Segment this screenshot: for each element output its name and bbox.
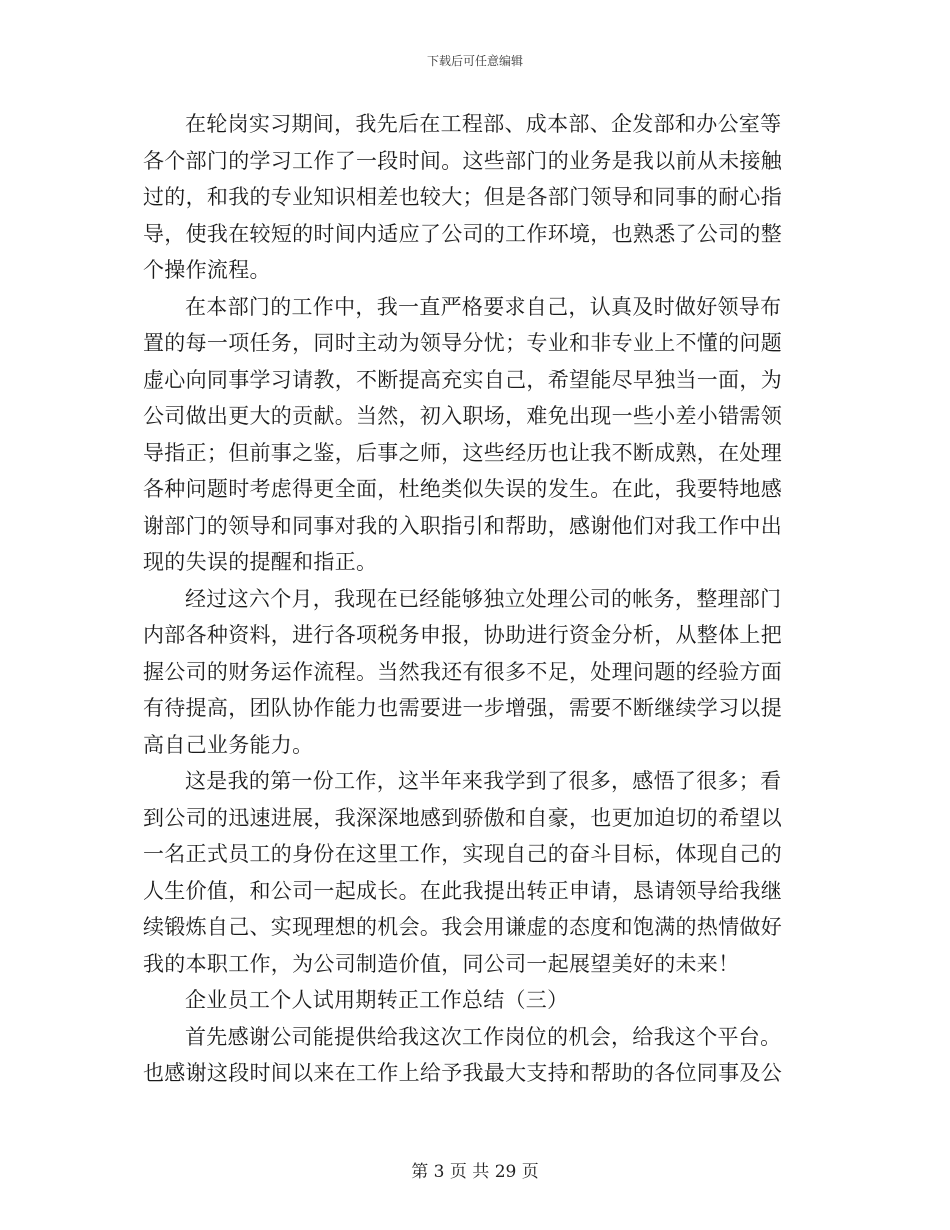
- paragraph-line: 谢部门的领导和同事对我的入职指引和帮助，感谢他们对我工作中出: [143, 513, 782, 538]
- paragraph-line: 公司做出更大的贡献。当然，初入职场，难免出现一些小差小错需领: [143, 404, 782, 428]
- paragraph-line: 各种问题时考虑得更全面，杜绝类似失误的发生。在此，我要特地感: [143, 477, 782, 501]
- page-number: 第 3 页 共 29 页: [411, 1162, 539, 1182]
- paragraph-line: 到公司的迅速进展，我深深地感到骄傲和自豪，也更加迫切的希望以: [143, 805, 782, 830]
- paragraph-line: 首先感谢公司能提供给我这次工作岗位的机会，给我这个平台。: [185, 1024, 782, 1049]
- paragraph-line: 经过这六个月，我现在已经能够独立处理公司的帐务，整理部门: [185, 586, 782, 611]
- paragraph-line: 虚心向同事学习请教，不断提高充实自己，希望能尽早独当一面，为: [143, 367, 782, 392]
- paragraph-line: 续锻炼自己、实现理想的机会。我会用谦虚的态度和饱满的热情做好: [143, 915, 782, 939]
- paragraph-line: 我的本职工作，为公司制造价值，同公司一起展望美好的未来！: [143, 951, 740, 976]
- paragraph-line: 也感谢这段时间以来在工作上给予我最大支持和帮助的各位同事及公: [143, 1061, 782, 1085]
- document-body: [143, 106, 810, 1092]
- section-heading: 企业员工个人试用期转正工作总结（三）: [185, 988, 569, 1012]
- paragraph-line: 高自己业务能力。: [143, 732, 314, 757]
- paragraph-line: 握公司的财务运作流程。当然我还有很多不足，处理问题的经验方面: [143, 659, 782, 684]
- paragraph-line: 人生价值，和公司一起成长。在此我提出转正申请，恳请领导给我继: [143, 878, 782, 903]
- paragraph-line: 各个部门的学习工作了一段时间。这些部门的业务是我以前从未接触: [143, 148, 782, 173]
- paragraph-line: 导，使我在较短的时间内适应了公司的工作环境，也熟悉了公司的整: [143, 221, 782, 246]
- paragraph-line: 在轮岗实习期间，我先后在工程部、成本部、企发部和办公室等: [185, 112, 782, 136]
- paragraph-line: 置的每一项任务，同时主动为领导分忧；专业和非专业上不懂的问题: [143, 331, 782, 355]
- paragraph-line: 过的，和我的专业知识相差也较大；但是各部门领导和同事的耐心指: [143, 185, 782, 209]
- paragraph-line: 这是我的第一份工作，这半年来我学到了很多，感悟了很多；看: [185, 769, 782, 793]
- paragraph-line: 现的失误的提醒和指正。: [143, 550, 378, 574]
- paragraph-line: 导指正；但前事之鉴，后事之师，这些经历也让我不断成熟，在处理: [143, 440, 782, 465]
- paragraph-line: 内部各种资料，进行各项税务申报，协助进行资金分析，从整体上把: [143, 623, 782, 647]
- paragraph-line: 有待提高，团队协作能力也需要进一步增强，需要不断继续学习以提: [143, 696, 782, 720]
- page-header-note: 下载后可任意编辑: [426, 54, 523, 68]
- paragraph-line: 一名正式员工的身份在这里工作，实现自己的奋斗目标，体现自己的: [143, 842, 782, 866]
- paragraph-line: 在本部门的工作中，我一直严格要求自己，认真及时做好领导布: [185, 294, 782, 319]
- paragraph-line: 个操作流程。: [143, 258, 271, 282]
